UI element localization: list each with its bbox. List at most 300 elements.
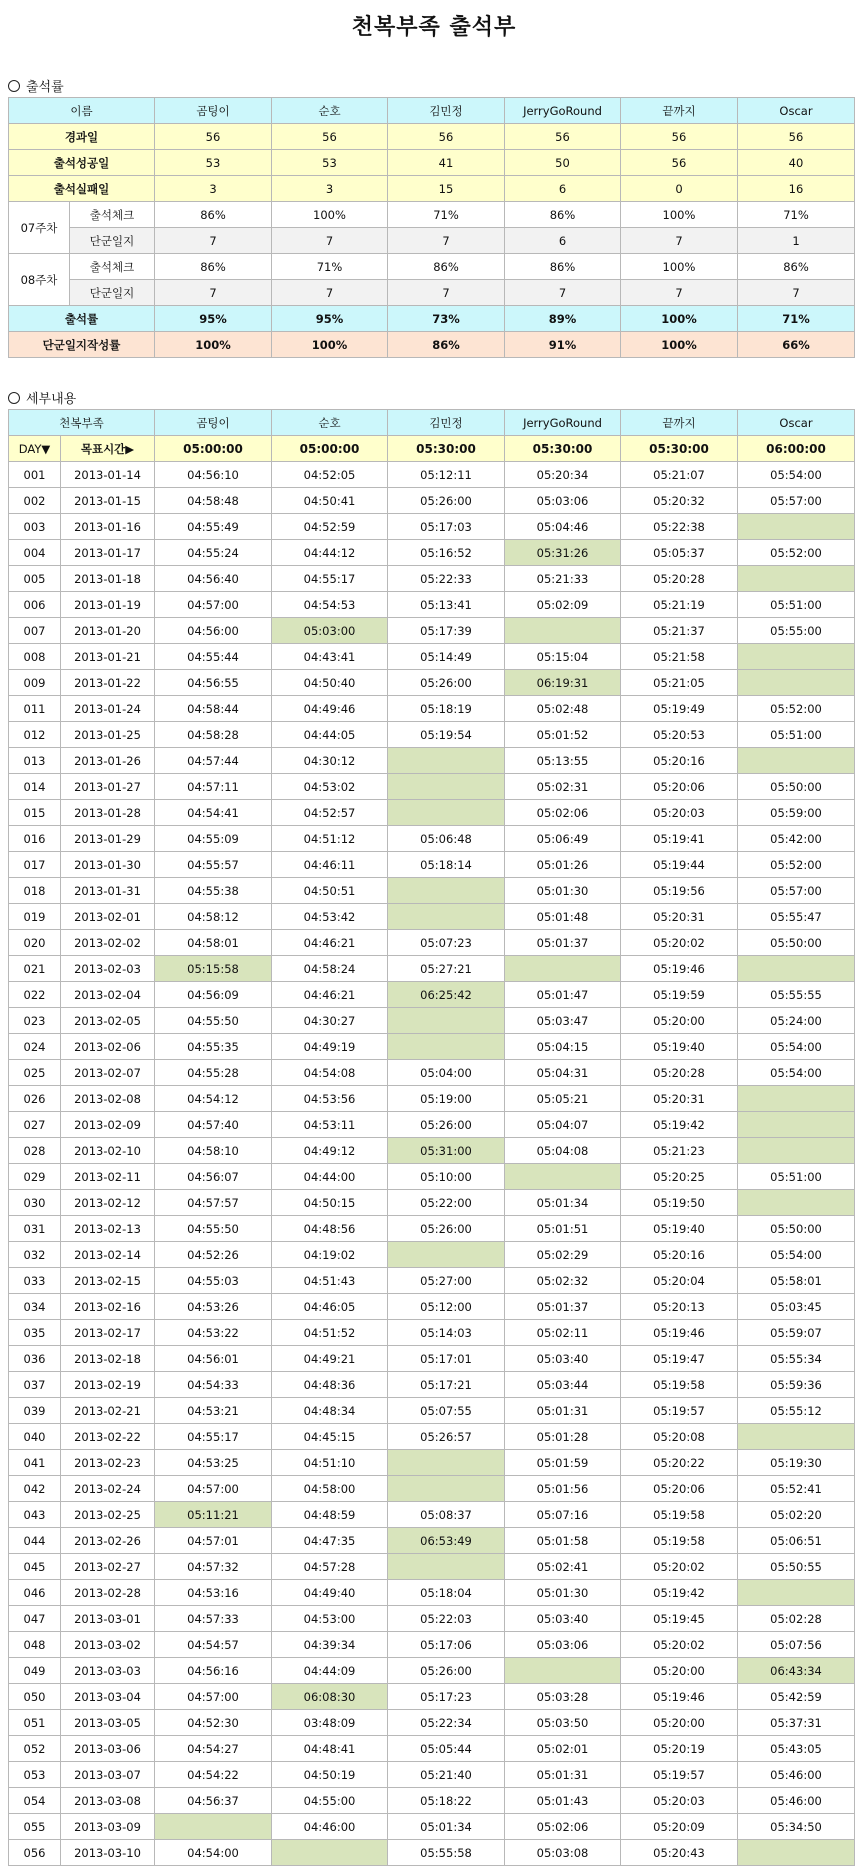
missed-time-cell — [388, 1008, 505, 1034]
table-row — [9, 1398, 855, 1424]
table-row — [9, 1606, 855, 1632]
time-cell: 04:46:21 — [272, 930, 388, 956]
time-cell: 05:20:00 — [621, 1710, 738, 1736]
time-cell: 05:55:55 — [738, 982, 855, 1008]
date-cell: 2013-01-30 — [61, 852, 155, 878]
time-cell: 05:58:01 — [738, 1268, 855, 1294]
time-cell: 05:20:28 — [621, 1060, 738, 1086]
time-cell: 05:01:37 — [505, 1294, 621, 1320]
time-cell: 05:21:58 — [621, 644, 738, 670]
day-cell: 008 — [9, 644, 61, 670]
check-label-cell: 출석체크 — [70, 202, 155, 228]
time-cell: 05:13:55 — [505, 748, 621, 774]
table-row — [9, 1138, 855, 1164]
time-cell: 04:50:40 — [272, 670, 388, 696]
journal-value-cell: 7 — [272, 280, 388, 306]
journal-label-cell: 단군일지 — [70, 228, 155, 254]
day-cell: 017 — [9, 852, 61, 878]
member-header-cell: 곰팅이 — [155, 98, 272, 124]
time-cell: 04:53:00 — [272, 1606, 388, 1632]
stat-value-cell: 16 — [738, 176, 855, 202]
time-cell: 05:19:47 — [621, 1346, 738, 1372]
missed-time-cell — [388, 878, 505, 904]
time-cell: 05:04:08 — [505, 1138, 621, 1164]
week-check-row — [9, 202, 855, 228]
time-cell: 04:58:12 — [155, 904, 272, 930]
time-cell: 04:54:41 — [155, 800, 272, 826]
time-cell: 04:54:57 — [155, 1632, 272, 1658]
table-row — [9, 618, 855, 644]
day-cell: 005 — [9, 566, 61, 592]
table-row — [9, 1710, 855, 1736]
time-cell: 04:49:19 — [272, 1034, 388, 1060]
time-cell: 05:16:52 — [388, 540, 505, 566]
time-cell: 05:57:00 — [738, 878, 855, 904]
time-cell: 05:21:05 — [621, 670, 738, 696]
journal-value-cell: 7 — [388, 280, 505, 306]
tribe-header-cell: 천복부족 — [9, 410, 155, 436]
time-cell: 05:18:04 — [388, 1580, 505, 1606]
table-row — [9, 1840, 855, 1866]
time-cell: 05:01:31 — [505, 1398, 621, 1424]
time-cell: 05:21:37 — [621, 618, 738, 644]
time-cell: 05:19:50 — [621, 1190, 738, 1216]
time-cell: 05:19:58 — [621, 1372, 738, 1398]
missed-time-cell: 05:15:58 — [155, 956, 272, 982]
day-cell: 024 — [9, 1034, 61, 1060]
attendance-rate-value-cell: 71% — [738, 306, 855, 332]
time-cell: 05:20:53 — [621, 722, 738, 748]
time-cell: 05:02:06 — [505, 1814, 621, 1840]
journal-rate-value-cell: 100% — [155, 332, 272, 358]
check-value-cell: 86% — [388, 254, 505, 280]
table-row — [9, 644, 855, 670]
time-cell: 05:17:03 — [388, 514, 505, 540]
time-cell: 05:19:40 — [621, 1216, 738, 1242]
time-cell: 04:53:56 — [272, 1086, 388, 1112]
table-row — [9, 1216, 855, 1242]
time-cell: 05:52:00 — [738, 540, 855, 566]
member-header-cell: Oscar — [738, 98, 855, 124]
time-cell: 04:30:12 — [272, 748, 388, 774]
time-cell: 05:21:19 — [621, 592, 738, 618]
table-row — [9, 1554, 855, 1580]
table-row — [9, 592, 855, 618]
target-time-cell: 05:00:00 — [155, 436, 272, 462]
time-cell: 05:19:57 — [621, 1398, 738, 1424]
time-cell: 05:02:29 — [505, 1242, 621, 1268]
time-cell: 04:57:40 — [155, 1112, 272, 1138]
time-cell: 05:20:00 — [621, 1658, 738, 1684]
time-cell: 05:04:46 — [505, 514, 621, 540]
missed-time-cell — [738, 1112, 855, 1138]
time-cell: 04:56:55 — [155, 670, 272, 696]
missed-time-cell — [505, 956, 621, 982]
day-cell: 019 — [9, 904, 61, 930]
journal-value-cell: 7 — [272, 228, 388, 254]
time-cell: 04:51:43 — [272, 1268, 388, 1294]
date-cell: 2013-02-28 — [61, 1580, 155, 1606]
table-row — [9, 1008, 855, 1034]
day-cell: 018 — [9, 878, 61, 904]
time-cell: 05:03:06 — [505, 488, 621, 514]
time-cell: 04:54:00 — [155, 1840, 272, 1866]
time-cell: 04:52:30 — [155, 1710, 272, 1736]
time-cell: 05:26:57 — [388, 1424, 505, 1450]
time-cell: 05:19:41 — [621, 826, 738, 852]
table-row — [9, 1164, 855, 1190]
table-row — [9, 904, 855, 930]
missed-time-cell — [388, 748, 505, 774]
time-cell: 05:04:31 — [505, 1060, 621, 1086]
missed-time-cell — [738, 748, 855, 774]
time-cell: 05:19:59 — [621, 982, 738, 1008]
table-row — [9, 1294, 855, 1320]
time-cell: 04:55:57 — [155, 852, 272, 878]
summary-section-text: 출석률 — [26, 80, 64, 95]
time-cell: 04:52:26 — [155, 1242, 272, 1268]
time-cell: 04:55:50 — [155, 1216, 272, 1242]
time-cell: 05:08:37 — [388, 1502, 505, 1528]
time-cell: 05:01:52 — [505, 722, 621, 748]
time-cell: 05:27:21 — [388, 956, 505, 982]
check-value-cell: 71% — [272, 254, 388, 280]
table-row — [9, 852, 855, 878]
time-cell: 04:52:57 — [272, 800, 388, 826]
time-cell: 05:26:00 — [388, 1216, 505, 1242]
circle-bullet-icon — [8, 80, 20, 92]
member-header-cell: JerryGoRound — [505, 410, 621, 436]
missed-time-cell — [738, 566, 855, 592]
target-time-cell: 05:30:00 — [388, 436, 505, 462]
time-cell: 05:19:42 — [621, 1580, 738, 1606]
journal-value-cell: 7 — [155, 280, 272, 306]
time-cell: 05:19:54 — [388, 722, 505, 748]
time-cell: 04:50:15 — [272, 1190, 388, 1216]
member-header-cell: 김민정 — [388, 98, 505, 124]
time-cell: 04:39:34 — [272, 1632, 388, 1658]
time-cell: 04:53:42 — [272, 904, 388, 930]
missed-time-cell — [505, 618, 621, 644]
time-cell: 05:01:28 — [505, 1424, 621, 1450]
day-cell: 047 — [9, 1606, 61, 1632]
attendance-rate-row — [9, 306, 855, 332]
time-cell: 05:19:49 — [621, 696, 738, 722]
circle-bullet-icon — [8, 392, 20, 404]
time-cell: 05:04:00 — [388, 1060, 505, 1086]
member-header-cell: JerryGoRound — [505, 98, 621, 124]
member-header-cell: 순호 — [272, 410, 388, 436]
check-value-cell: 86% — [738, 254, 855, 280]
check-value-cell: 86% — [505, 254, 621, 280]
time-cell: 04:56:10 — [155, 462, 272, 488]
time-cell: 04:53:11 — [272, 1112, 388, 1138]
time-cell: 05:01:51 — [505, 1216, 621, 1242]
time-cell: 05:20:34 — [505, 462, 621, 488]
missed-time-cell — [738, 1580, 855, 1606]
time-cell: 05:12:00 — [388, 1294, 505, 1320]
week-label-cell: 08주차 — [9, 254, 70, 306]
time-cell: 05:18:14 — [388, 852, 505, 878]
time-cell: 04:47:35 — [272, 1528, 388, 1554]
time-cell: 04:55:38 — [155, 878, 272, 904]
week-journal-row — [9, 280, 855, 306]
stat-value-cell: 56 — [505, 124, 621, 150]
member-header-cell: 김민정 — [388, 410, 505, 436]
stat-value-cell: 3 — [272, 176, 388, 202]
time-cell: 05:10:00 — [388, 1164, 505, 1190]
time-cell: 04:51:52 — [272, 1320, 388, 1346]
time-cell: 04:55:03 — [155, 1268, 272, 1294]
target-time-cell: 05:00:00 — [272, 436, 388, 462]
table-row — [9, 1346, 855, 1372]
check-value-cell: 100% — [272, 202, 388, 228]
day-cell: 002 — [9, 488, 61, 514]
time-cell: 05:15:04 — [505, 644, 621, 670]
table-row — [9, 1268, 855, 1294]
stat-value-cell: 6 — [505, 176, 621, 202]
missed-time-cell: 05:11:21 — [155, 1502, 272, 1528]
check-value-cell: 86% — [155, 254, 272, 280]
time-cell: 05:20:43 — [621, 1840, 738, 1866]
date-cell: 2013-01-20 — [61, 618, 155, 644]
day-cell: 033 — [9, 1268, 61, 1294]
missed-time-cell — [272, 1840, 388, 1866]
journal-value-cell: 7 — [505, 280, 621, 306]
stat-value-cell: 50 — [505, 150, 621, 176]
time-cell: 04:54:27 — [155, 1736, 272, 1762]
date-cell: 2013-02-27 — [61, 1554, 155, 1580]
time-cell: 04:57:00 — [155, 1684, 272, 1710]
date-cell: 2013-01-15 — [61, 488, 155, 514]
day-cell: 043 — [9, 1502, 61, 1528]
table-row — [9, 1632, 855, 1658]
stat-value-cell: 41 — [388, 150, 505, 176]
date-cell: 2013-03-01 — [61, 1606, 155, 1632]
time-cell: 05:03:40 — [505, 1346, 621, 1372]
time-cell: 04:49:46 — [272, 696, 388, 722]
missed-time-cell — [388, 1450, 505, 1476]
journal-label-cell: 단군일지 — [70, 280, 155, 306]
page-title: 천복부족 출석부 — [351, 15, 517, 40]
target-time-cell: 05:30:00 — [621, 436, 738, 462]
time-cell: 05:52:00 — [738, 852, 855, 878]
time-cell: 05:14:03 — [388, 1320, 505, 1346]
date-cell: 2013-02-15 — [61, 1268, 155, 1294]
date-cell: 2013-02-17 — [61, 1320, 155, 1346]
date-cell: 2013-02-13 — [61, 1216, 155, 1242]
time-cell: 05:34:50 — [738, 1814, 855, 1840]
missed-time-cell — [738, 1424, 855, 1450]
date-cell: 2013-02-11 — [61, 1164, 155, 1190]
time-cell: 05:22:38 — [621, 514, 738, 540]
time-cell: 04:58:48 — [155, 488, 272, 514]
time-cell: 05:20:19 — [621, 1736, 738, 1762]
day-cell: 011 — [9, 696, 61, 722]
table-row — [9, 1034, 855, 1060]
time-cell: 04:54:12 — [155, 1086, 272, 1112]
time-cell: 05:50:55 — [738, 1554, 855, 1580]
time-cell: 05:19:00 — [388, 1086, 505, 1112]
time-cell: 05:20:02 — [621, 930, 738, 956]
day-cell: 049 — [9, 1658, 61, 1684]
time-cell: 05:07:23 — [388, 930, 505, 956]
time-cell: 05:55:58 — [388, 1840, 505, 1866]
check-value-cell: 86% — [155, 202, 272, 228]
time-cell: 05:26:00 — [388, 1112, 505, 1138]
date-cell: 2013-03-04 — [61, 1684, 155, 1710]
day-cell: 025 — [9, 1060, 61, 1086]
time-cell: 05:19:44 — [621, 852, 738, 878]
time-cell: 05:55:47 — [738, 904, 855, 930]
check-value-cell: 86% — [505, 202, 621, 228]
time-cell: 05:06:51 — [738, 1528, 855, 1554]
check-value-cell: 100% — [621, 202, 738, 228]
time-cell: 05:54:00 — [738, 1060, 855, 1086]
time-cell: 04:58:00 — [272, 1476, 388, 1502]
date-cell: 2013-02-21 — [61, 1398, 155, 1424]
time-cell: 05:26:00 — [388, 1658, 505, 1684]
time-cell: 05:19:57 — [621, 1762, 738, 1788]
day-cell: 014 — [9, 774, 61, 800]
time-cell: 04:44:00 — [272, 1164, 388, 1190]
time-cell: 05:17:23 — [388, 1684, 505, 1710]
time-cell: 05:20:16 — [621, 748, 738, 774]
time-cell: 05:01:30 — [505, 878, 621, 904]
table-row — [9, 1788, 855, 1814]
date-cell: 2013-01-29 — [61, 826, 155, 852]
time-cell: 04:58:24 — [272, 956, 388, 982]
table-row — [9, 1424, 855, 1450]
time-cell: 04:55:24 — [155, 540, 272, 566]
journal-value-cell: 7 — [738, 280, 855, 306]
journal-value-cell: 6 — [505, 228, 621, 254]
time-cell: 04:51:12 — [272, 826, 388, 852]
missed-time-cell — [505, 1658, 621, 1684]
table-row — [9, 1450, 855, 1476]
time-cell: 04:53:22 — [155, 1320, 272, 1346]
date-cell: 2013-01-18 — [61, 566, 155, 592]
missed-time-cell: 06:25:42 — [388, 982, 505, 1008]
time-cell: 05:03:45 — [738, 1294, 855, 1320]
stat-value-cell: 56 — [621, 124, 738, 150]
time-cell: 04:45:15 — [272, 1424, 388, 1450]
time-cell: 05:02:41 — [505, 1554, 621, 1580]
time-cell: 05:06:49 — [505, 826, 621, 852]
date-cell: 2013-02-02 — [61, 930, 155, 956]
time-cell: 04:49:21 — [272, 1346, 388, 1372]
stat-value-cell: 56 — [388, 124, 505, 150]
detail-header-row — [9, 410, 855, 436]
time-cell: 05:01:59 — [505, 1450, 621, 1476]
stat-value-cell: 40 — [738, 150, 855, 176]
date-cell: 2013-03-10 — [61, 1840, 155, 1866]
date-cell: 2013-02-08 — [61, 1086, 155, 1112]
time-cell: 05:14:49 — [388, 644, 505, 670]
time-cell: 05:01:26 — [505, 852, 621, 878]
time-cell: 05:22:34 — [388, 1710, 505, 1736]
time-cell: 05:18:19 — [388, 696, 505, 722]
time-cell: 04:56:40 — [155, 566, 272, 592]
header-name-cell: 이름 — [9, 98, 155, 124]
date-cell: 2013-01-17 — [61, 540, 155, 566]
time-cell: 05:19:58 — [621, 1502, 738, 1528]
time-cell: 05:17:39 — [388, 618, 505, 644]
time-cell: 04:46:05 — [272, 1294, 388, 1320]
time-cell: 04:53:02 — [272, 774, 388, 800]
summary-header-row — [9, 98, 855, 124]
time-cell: 05:22:00 — [388, 1190, 505, 1216]
time-cell: 04:55:00 — [272, 1788, 388, 1814]
time-cell: 05:02:01 — [505, 1736, 621, 1762]
stat-value-cell: 0 — [621, 176, 738, 202]
time-cell: 04:56:37 — [155, 1788, 272, 1814]
time-cell: 05:21:33 — [505, 566, 621, 592]
day-cell: 045 — [9, 1554, 61, 1580]
time-cell: 04:43:41 — [272, 644, 388, 670]
time-cell: 04:57:01 — [155, 1528, 272, 1554]
check-value-cell: 100% — [621, 254, 738, 280]
date-cell: 2013-01-16 — [61, 514, 155, 540]
day-cell: 030 — [9, 1190, 61, 1216]
time-cell: 04:57:57 — [155, 1190, 272, 1216]
table-row — [9, 488, 855, 514]
time-cell: 04:54:33 — [155, 1372, 272, 1398]
day-cell: 006 — [9, 592, 61, 618]
time-cell: 05:13:41 — [388, 592, 505, 618]
member-header-cell: 끝까지 — [621, 98, 738, 124]
time-cell: 05:20:28 — [621, 566, 738, 592]
day-cell: 037 — [9, 1372, 61, 1398]
missed-time-cell: 06:19:31 — [505, 670, 621, 696]
missed-time-cell — [738, 670, 855, 696]
time-cell: 05:19:46 — [621, 1684, 738, 1710]
week-journal-row — [9, 228, 855, 254]
time-cell: 05:07:16 — [505, 1502, 621, 1528]
journal-value-cell: 7 — [621, 280, 738, 306]
check-value-cell: 71% — [738, 202, 855, 228]
day-cell: 053 — [9, 1762, 61, 1788]
date-cell: 2013-01-28 — [61, 800, 155, 826]
time-cell: 05:19:30 — [738, 1450, 855, 1476]
attendance-rate-value-cell: 73% — [388, 306, 505, 332]
date-cell: 2013-02-14 — [61, 1242, 155, 1268]
time-cell: 04:54:22 — [155, 1762, 272, 1788]
day-cell: 048 — [9, 1632, 61, 1658]
time-cell: 05:03:28 — [505, 1684, 621, 1710]
day-cell: 009 — [9, 670, 61, 696]
time-cell: 05:55:34 — [738, 1346, 855, 1372]
missed-time-cell — [738, 514, 855, 540]
day-cell: 020 — [9, 930, 61, 956]
time-cell: 04:54:53 — [272, 592, 388, 618]
time-cell: 04:57:33 — [155, 1606, 272, 1632]
member-header-cell: 곰팅이 — [155, 410, 272, 436]
journal-rate-label-cell: 단군일지작성률 — [9, 332, 155, 358]
day-cell: 022 — [9, 982, 61, 1008]
day-cell: 055 — [9, 1814, 61, 1840]
time-cell: 05:26:00 — [388, 670, 505, 696]
table-row — [9, 722, 855, 748]
time-cell: 04:50:41 — [272, 488, 388, 514]
missed-time-cell: 05:31:00 — [388, 1138, 505, 1164]
date-cell: 2013-01-25 — [61, 722, 155, 748]
table-row — [9, 1658, 855, 1684]
date-cell: 2013-02-24 — [61, 1476, 155, 1502]
table-row — [9, 1086, 855, 1112]
day-cell: 044 — [9, 1528, 61, 1554]
time-cell: 03:48:09 — [272, 1710, 388, 1736]
